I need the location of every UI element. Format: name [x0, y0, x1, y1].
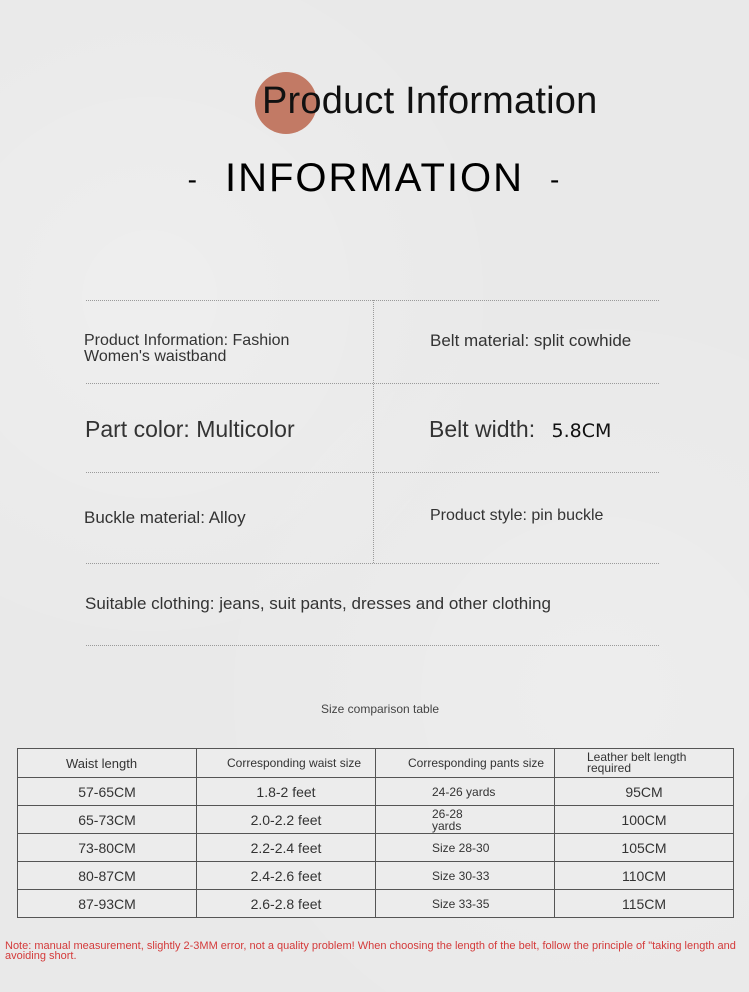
table-cell: 24-26 yards [376, 778, 555, 806]
heading-dash-right: - [550, 164, 562, 196]
info-part-color: Part color: Multicolor [85, 416, 295, 442]
table-cell: 65-73CM [18, 806, 197, 834]
size-table-caption: Size comparison table [320, 702, 440, 716]
column-header: Waist length [18, 749, 197, 778]
table-row [18, 862, 734, 890]
info-belt-width [429, 416, 611, 443]
table-cell: 2.2-2.4 feet [197, 834, 376, 862]
table-row [18, 778, 734, 806]
table-cell: 1.8-2 feet [197, 778, 376, 806]
table-row [18, 890, 734, 918]
column-header: Corresponding waist size [197, 749, 376, 778]
heading-text: INFORMATION [224, 156, 524, 200]
table-cell: Size 30-33 [376, 862, 555, 890]
table-cell: 87-93CM [18, 890, 197, 918]
size-comparison-table [17, 748, 734, 918]
belt-width-value: 5.8CM [551, 420, 612, 442]
table-cell: 73-80CM [18, 834, 197, 862]
table-cell: 95CM [555, 778, 734, 806]
table-cell: 115CM [555, 890, 734, 918]
table-cell: 2.6-2.8 feet [197, 890, 376, 918]
info-suitable-clothing: Suitable clothing: jeans, suit pants, dresses and other clothing [85, 594, 551, 613]
info-buckle-material: Buckle material: Alloy [84, 508, 246, 527]
section-heading [0, 156, 749, 201]
measurement-note: Note: manual measurement, slightly 2-3MM error, not a quality problem! When choosing the length of the belt, follow the principle of "taking length and avoiding short. [5, 940, 736, 962]
table-row [18, 834, 734, 862]
heading-dash-left: - [187, 164, 199, 196]
table-row [18, 806, 734, 834]
table-cell: Size 33-35 [376, 890, 555, 918]
belt-width-label: Belt width: [429, 416, 536, 442]
table-cell: 100CM [555, 806, 734, 834]
table-cell: 105CM [555, 834, 734, 862]
table-cell: 2.0-2.2 feet [197, 806, 376, 834]
table-cell: 57-65CM [18, 778, 197, 806]
grid-divider [86, 645, 659, 646]
table-cell: 26-28 yards [376, 806, 555, 834]
table-cell: Size 28-30 [376, 834, 555, 862]
table-cell: 80-87CM [18, 862, 197, 890]
table-cell: 110CM [555, 862, 734, 890]
grid-divider [86, 563, 659, 564]
info-product-style: Product style: pin buckle [430, 507, 604, 524]
column-header: Leather belt length required [555, 749, 734, 778]
grid-vertical-divider [373, 300, 374, 563]
info-belt-material: Belt material: split cowhide [430, 331, 632, 350]
column-header: Corresponding pants size [376, 749, 555, 778]
info-product-information: Product Information: Fashion Women's waistband [84, 332, 290, 365]
page-title: Product Information [262, 80, 598, 122]
table-header-row [18, 749, 734, 778]
table-cell: 2.4-2.6 feet [197, 862, 376, 890]
